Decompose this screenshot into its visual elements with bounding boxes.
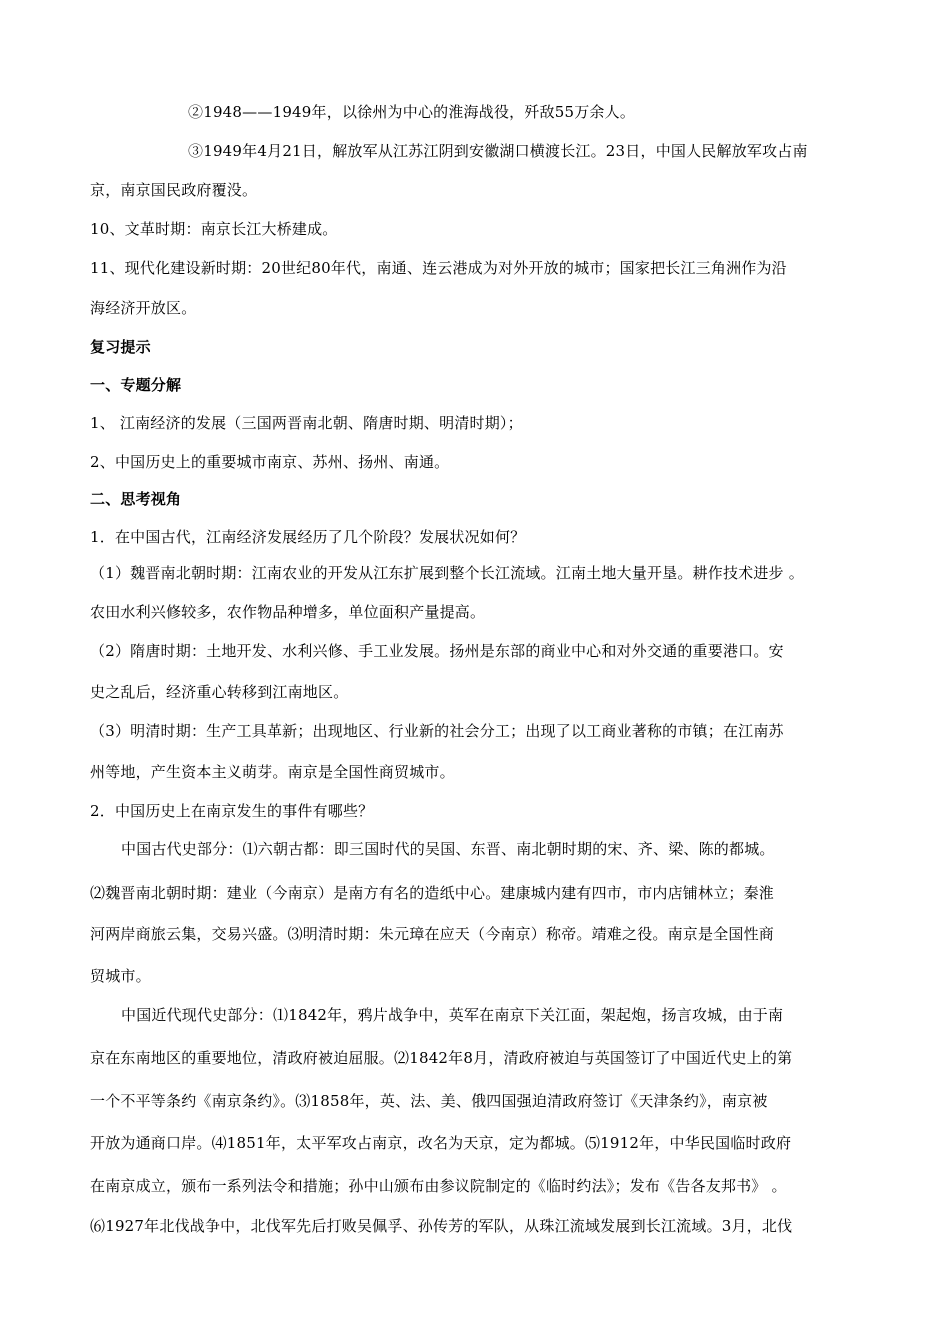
text-line: 河两岸商旅云集，交易兴盛。⑶明清时期：朱元璋在应天（今南京）称帝。靖难之役。南京是全国性商 [90, 925, 775, 943]
text-line: 中国古代史部分：⑴六朝古都：即三国时代的吴国、东晋、南北朝时期的宋、齐、梁、陈的都城。 [121, 840, 775, 858]
text-line: （1）魏晋南北朝时期：江南农业的开发从江东扩展到整个长江流域。江南土地大量开垦。耕作技术进步 。 [90, 564, 804, 582]
text-line: （3）明清时期：生产工具革新；出现地区、行业新的社会分工；出现了以工商业著称的市镇；在江南苏 [90, 722, 784, 740]
section-heading: 二、思考视角 [90, 490, 182, 508]
text-line: 10、文革时期：南京长江大桥建成。 [90, 220, 338, 238]
text-line: 州等地，产生资本主义萌芽。南京是全国性商贸城市。 [90, 763, 455, 781]
text-line: ⑵魏晋南北朝时期：建业（今南京）是南方有名的造纸中心。建康城内建有四市，市内店铺林立；秦淮 [90, 884, 775, 902]
text-line: 农田水利兴修较多，农作物品种增多，单位面积产量提高。 [90, 603, 486, 621]
text-line: ③1949年4月21日，解放军从江苏江阴到安徽湖口横渡长江。23日，中国人民解放军攻占南 [188, 142, 808, 160]
text-line: 一个不平等条约《南京条约》。⑶1858年，英、法、美、俄四国强迫清政府签订《天津条约》，南京被 [90, 1092, 768, 1110]
question-line: 2．中国历史上在南京发生的事件有哪些？ [90, 802, 374, 820]
text-line: 京，南京国民政府覆没。 [90, 181, 258, 199]
text-line: 在南京成立，颁布一系列法令和措施；孙中山颁布由参议院制定的《临时约法》；发布《告各友邦书》 。 [90, 1177, 787, 1195]
text-line: 2、中国历史上的重要城市南京、苏州、扬州、南通。 [90, 453, 450, 471]
question-line: 1．在中国古代，江南经济发展经历了几个阶段？发展状况如何？ [90, 528, 526, 546]
section-heading: 一、专题分解 [90, 376, 182, 394]
text-line: 史之乱后，经济重心转移到江南地区。 [90, 683, 349, 701]
text-line: 京在东南地区的重要地位，清政府被迫屈服。⑵1842年8月，清政府被迫与英国签订了中国近代史上的第 [90, 1049, 793, 1067]
section-heading: 复习提示 [90, 338, 151, 356]
text-line: 开放为通商口岸。⑷1851年，太平军攻占南京，改名为天京，定为都城。⑸1912年，中华民国临时政府 [90, 1134, 792, 1152]
text-line: 贸城市。 [90, 967, 151, 985]
text-line: 海经济开放区。 [90, 299, 197, 317]
text-line: 11、现代化建设新时期：20世纪80年代，南通、连云港成为对外开放的城市；国家把长江三角洲作为沿 [90, 259, 787, 277]
text-line: （2）隋唐时期：土地开发、水利兴修、手工业发展。扬州是东部的商业中心和对外交通的重要港口。安 [90, 642, 784, 660]
text-line: ⑹1927年北伐战争中，北伐军先后打败吴佩孚、孙传芳的军队，从珠江流域发展到长江流域。3月，北伐 [90, 1217, 793, 1235]
text-line: ②1948——1949年，以徐州为中心的淮海战役，歼敌55万余人。 [188, 103, 636, 121]
text-line: 1、 江南经济的发展（三国两晋南北朝、隋唐时期、明清时期）； [90, 414, 523, 432]
text-line: 中国近代现代史部分：⑴1842年，鸦片战争中，英军在南京下关江面，架起炮，扬言攻城，由于南 [121, 1006, 784, 1024]
